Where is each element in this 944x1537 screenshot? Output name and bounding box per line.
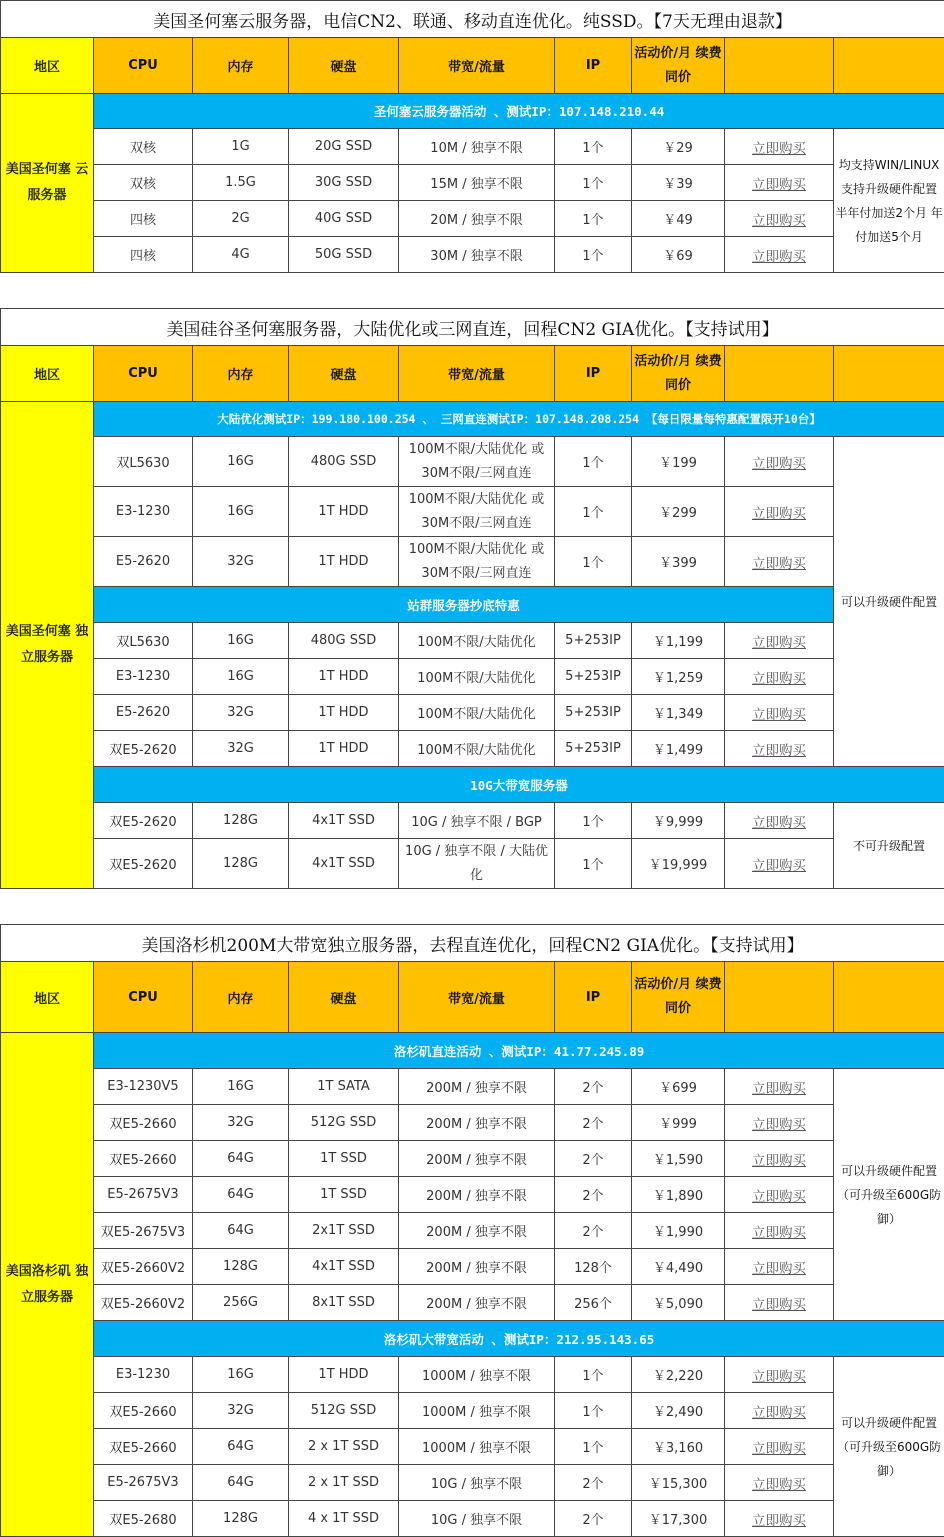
bandwidth-cell: 100M不限/大陆优化 — [399, 659, 555, 695]
ip-cell: 128个 — [555, 1249, 632, 1285]
buy-cell — [725, 731, 834, 767]
buy-now-link[interactable]: 立即购买 — [752, 814, 806, 831]
disk-cell: 4 x 1T SSD — [289, 1501, 399, 1537]
cpu-cell: 双E5-2660V2 — [94, 1249, 193, 1285]
note-cell: 可以升级硬件配置 （可升级至600G防御） — [834, 1069, 944, 1321]
bandwidth-cell: 200M / 独享不限 — [399, 1069, 555, 1105]
cpu-cell: E3-1230 — [94, 659, 193, 695]
buy-cell — [725, 1141, 834, 1177]
col-header-price: 活动价/月 续费同价 — [632, 962, 725, 1033]
cpu-cell: 双E5-2660 — [94, 1141, 193, 1177]
table-row — [1, 201, 944, 237]
bandwidth-cell: 1000M / 独享不限 — [399, 1393, 555, 1429]
price-cell: ￥17,300 — [632, 1501, 725, 1537]
buy-cell — [725, 1249, 834, 1285]
price-cell: ￥15,300 — [632, 1465, 725, 1501]
buy-now-link[interactable]: 立即购买 — [752, 1440, 806, 1457]
buy-now-link[interactable]: 立即购买 — [752, 634, 806, 651]
price-cell: ￥9,999 — [632, 803, 725, 839]
cpu-cell: E5-2620 — [94, 695, 193, 731]
disk-cell: 1T HDD — [289, 487, 399, 537]
table-row — [1, 1357, 944, 1393]
memory-cell: 128G — [193, 1249, 289, 1285]
price-cell: ￥1,890 — [632, 1177, 725, 1213]
cpu-cell: 双E5-2620 — [94, 839, 193, 889]
price-cell: ￥1,349 — [632, 695, 725, 731]
ip-cell: 2个 — [555, 1465, 632, 1501]
buy-now-link[interactable]: 立即购买 — [752, 505, 806, 522]
ip-cell: 2个 — [555, 1177, 632, 1213]
col-header-cpu: CPU — [94, 962, 193, 1033]
cpu-cell: 双L5630 — [94, 623, 193, 659]
disk-cell: 40G SSD — [289, 201, 399, 237]
ip-cell: 5+253IP — [555, 659, 632, 695]
buy-now-link[interactable]: 立即购买 — [752, 1152, 806, 1169]
memory-cell: 64G — [193, 1177, 289, 1213]
memory-cell: 16G — [193, 659, 289, 695]
bandwidth-cell: 100M不限/大陆优化 — [399, 695, 555, 731]
buy-now-link[interactable]: 立即购买 — [752, 857, 806, 874]
table-row — [1, 537, 944, 587]
buy-cell — [725, 1501, 834, 1537]
disk-cell: 480G SSD — [289, 437, 399, 487]
cpu-cell: 双E5-2680 — [94, 1501, 193, 1537]
disk-cell: 1T SSD — [289, 1141, 399, 1177]
ip-cell: 1个 — [555, 1357, 632, 1393]
buy-cell — [725, 537, 834, 587]
memory-cell: 32G — [193, 731, 289, 767]
disk-cell: 4x1T SSD — [289, 1249, 399, 1285]
memory-cell: 32G — [193, 1105, 289, 1141]
col-header-region: 地区 — [1, 38, 94, 94]
disk-cell: 1T HDD — [289, 537, 399, 587]
buy-now-link[interactable]: 立即购买 — [752, 212, 806, 229]
price-cell: ￥29 — [632, 129, 725, 165]
bandwidth-cell: 200M / 独享不限 — [399, 1249, 555, 1285]
buy-now-link[interactable]: 立即购买 — [752, 140, 806, 157]
table-row — [1, 129, 944, 165]
memory-cell: 1G — [193, 129, 289, 165]
table-row — [1, 659, 944, 695]
buy-now-link[interactable]: 立即购买 — [752, 1404, 806, 1421]
col-header-disk: 硬盘 — [289, 962, 399, 1033]
ip-cell: 2个 — [555, 1069, 632, 1105]
bandwidth-cell: 1000M / 独享不限 — [399, 1429, 555, 1465]
buy-now-link[interactable]: 立即购买 — [752, 1296, 806, 1313]
price-cell: ￥69 — [632, 237, 725, 273]
price-cell: ￥49 — [632, 201, 725, 237]
ip-cell: 1个 — [555, 165, 632, 201]
promo-band: 大陆优化测试IP：199.180.100.254 、 三网直连测试IP：107.148.208.254 【每日限量每特惠配置限开10台】 — [94, 402, 944, 437]
memory-cell: 16G — [193, 1357, 289, 1393]
table-row — [1, 165, 944, 201]
buy-cell — [725, 803, 834, 839]
disk-cell: 1T SATA — [289, 1069, 399, 1105]
ip-cell: 5+253IP — [555, 695, 632, 731]
disk-cell: 4x1T SSD — [289, 803, 399, 839]
table-row — [1, 1213, 944, 1249]
bandwidth-cell: 10G / 独享不限 — [399, 1465, 555, 1501]
price-cell: ￥1,259 — [632, 659, 725, 695]
buy-now-link[interactable]: 立即购买 — [752, 555, 806, 572]
bandwidth-cell: 200M / 独享不限 — [399, 1285, 555, 1321]
ip-cell: 2个 — [555, 1213, 632, 1249]
price-cell: ￥4,490 — [632, 1249, 725, 1285]
disk-cell: 512G SSD — [289, 1105, 399, 1141]
cpu-cell: E5-2620 — [94, 537, 193, 587]
ip-cell: 2个 — [555, 1105, 632, 1141]
col-header-region: 地区 — [1, 962, 94, 1033]
buy-now-link[interactable]: 立即购买 — [752, 1476, 806, 1493]
ip-cell: 1个 — [555, 129, 632, 165]
memory-cell: 128G — [193, 803, 289, 839]
bandwidth-cell: 100M不限/大陆优化 或 30M不限/三网直连 — [399, 437, 555, 487]
buy-cell — [725, 623, 834, 659]
ip-cell: 1个 — [555, 201, 632, 237]
buy-now-link[interactable]: 立即购买 — [752, 1260, 806, 1277]
price-cell: ￥1,199 — [632, 623, 725, 659]
bandwidth-cell: 200M / 独享不限 — [399, 1213, 555, 1249]
price-cell: ￥699 — [632, 1069, 725, 1105]
disk-cell: 50G SSD — [289, 237, 399, 273]
price-cell: ￥399 — [632, 537, 725, 587]
table-row — [1, 623, 944, 659]
memory-cell: 128G — [193, 1501, 289, 1537]
buy-cell — [725, 1357, 834, 1393]
price-cell: ￥1,590 — [632, 1141, 725, 1177]
memory-cell: 32G — [193, 1393, 289, 1429]
buy-now-link[interactable]: 立即购买 — [752, 455, 806, 472]
promo-band: 站群服务器抄底特惠 — [94, 587, 834, 623]
disk-cell: 2 x 1T SSD — [289, 1429, 399, 1465]
buy-cell — [725, 1105, 834, 1141]
cpu-cell: 双E5-2675V3 — [94, 1213, 193, 1249]
table-row — [1, 1393, 944, 1429]
ip-cell: 1个 — [555, 839, 632, 889]
col-header-action — [725, 962, 834, 1033]
price-cell: ￥39 — [632, 165, 725, 201]
cpu-cell: 双核 — [94, 129, 193, 165]
disk-cell: 512G SSD — [289, 1393, 399, 1429]
col-header-disk: 硬盘 — [289, 346, 399, 402]
cpu-cell: E5-2675V3 — [94, 1177, 193, 1213]
buy-cell — [725, 1393, 834, 1429]
price-cell: ￥19,999 — [632, 839, 725, 889]
bandwidth-cell: 100M不限/大陆优化 — [399, 731, 555, 767]
col-header-region: 地区 — [1, 346, 94, 402]
disk-cell: 1T SSD — [289, 1177, 399, 1213]
disk-cell: 1T HDD — [289, 659, 399, 695]
ip-cell: 2个 — [555, 1501, 632, 1537]
bandwidth-cell: 10M / 独享不限 — [399, 129, 555, 165]
memory-cell: 16G — [193, 623, 289, 659]
buy-now-link[interactable]: 立即购买 — [752, 1224, 806, 1241]
table-row — [1, 1249, 944, 1285]
bandwidth-cell: 100M不限/大陆优化 — [399, 623, 555, 659]
ip-cell: 1个 — [555, 237, 632, 273]
ip-cell: 256个 — [555, 1285, 632, 1321]
col-header-action — [725, 346, 834, 402]
memory-cell: 16G — [193, 1069, 289, 1105]
memory-cell: 64G — [193, 1429, 289, 1465]
table-row — [1, 731, 944, 767]
cpu-cell: 双E5-2620 — [94, 803, 193, 839]
buy-cell — [725, 165, 834, 201]
buy-now-link[interactable]: 立即购买 — [752, 706, 806, 723]
price-cell: ￥999 — [632, 1105, 725, 1141]
col-header-memory: 内存 — [193, 38, 289, 94]
buy-now-link[interactable]: 立即购买 — [752, 176, 806, 193]
col-header-action — [725, 38, 834, 94]
note-cell: 可以升级硬件配置 （可升级至600G防御） — [834, 1357, 944, 1537]
disk-cell: 4x1T SSD — [289, 839, 399, 889]
disk-cell: 1T HDD — [289, 731, 399, 767]
bandwidth-cell: 10G / 独享不限 / 大陆优化 — [399, 839, 555, 889]
bandwidth-cell: 200M / 独享不限 — [399, 1177, 555, 1213]
col-header-disk: 硬盘 — [289, 38, 399, 94]
table-row — [1, 803, 944, 839]
col-header-memory: 内存 — [193, 346, 289, 402]
memory-cell: 16G — [193, 487, 289, 537]
buy-cell — [725, 659, 834, 695]
col-header-note — [834, 962, 944, 1033]
bandwidth-cell: 200M / 独享不限 — [399, 1141, 555, 1177]
buy-now-link[interactable]: 立即购买 — [752, 1368, 806, 1385]
table-row — [1, 839, 944, 889]
cpu-cell: 双核 — [94, 165, 193, 201]
buy-now-link[interactable]: 立即购买 — [752, 1116, 806, 1133]
cpu-cell: 四核 — [94, 201, 193, 237]
bandwidth-cell: 15M / 独享不限 — [399, 165, 555, 201]
disk-cell: 30G SSD — [289, 165, 399, 201]
cpu-cell: 双E5-2660 — [94, 1393, 193, 1429]
price-cell: ￥5,090 — [632, 1285, 725, 1321]
note-cell: 不可升级配置 — [834, 803, 944, 889]
cpu-cell: 双E5-2660 — [94, 1429, 193, 1465]
bandwidth-cell: 10G / 独享不限 / BGP — [399, 803, 555, 839]
ip-cell: 5+253IP — [555, 623, 632, 659]
cpu-cell: 双L5630 — [94, 437, 193, 487]
col-header-bandwidth: 带宽/流量 — [399, 346, 555, 402]
section-title: 美国硅谷圣何塞服务器，大陆优化或三网直连，回程CN2 GIA优化。【支持试用】 — [1, 309, 944, 346]
col-header-memory: 内存 — [193, 962, 289, 1033]
ip-cell: 1个 — [555, 1393, 632, 1429]
col-header-cpu: CPU — [94, 346, 193, 402]
cpu-cell: E3-1230V5 — [94, 1069, 193, 1105]
col-header-ip: IP — [555, 962, 632, 1033]
table-row — [1, 437, 944, 487]
memory-cell: 1.5G — [193, 165, 289, 201]
bandwidth-cell: 10G / 独享不限 — [399, 1501, 555, 1537]
cpu-cell: E3-1230 — [94, 487, 193, 537]
table-row — [1, 695, 944, 731]
price-cell: ￥2,490 — [632, 1393, 725, 1429]
section-san-jose-dedicated — [0, 308, 944, 889]
buy-cell — [725, 1213, 834, 1249]
memory-cell: 32G — [193, 537, 289, 587]
col-header-note — [834, 346, 944, 402]
disk-cell: 20G SSD — [289, 129, 399, 165]
table-row — [1, 1069, 944, 1105]
buy-cell — [725, 237, 834, 273]
buy-cell — [725, 129, 834, 165]
price-cell: ￥1,990 — [632, 1213, 725, 1249]
col-header-price: 活动价/月 续费同价 — [632, 346, 725, 402]
price-cell: ￥2,220 — [632, 1357, 725, 1393]
buy-cell — [725, 201, 834, 237]
buy-now-link[interactable]: 立即购买 — [752, 1188, 806, 1205]
col-header-bandwidth: 带宽/流量 — [399, 38, 555, 94]
table-row — [1, 1141, 944, 1177]
disk-cell: 8x1T SSD — [289, 1285, 399, 1321]
memory-cell: 4G — [193, 237, 289, 273]
ip-cell: 2个 — [555, 1141, 632, 1177]
memory-cell: 64G — [193, 1141, 289, 1177]
buy-cell — [725, 437, 834, 487]
buy-now-link[interactable]: 立即购买 — [752, 670, 806, 687]
table-row — [1, 1177, 944, 1213]
region-label: 美国圣何塞 云服务器 — [1, 94, 94, 273]
memory-cell: 128G — [193, 839, 289, 889]
memory-cell: 64G — [193, 1465, 289, 1501]
promo-band: 圣何塞云服务器活动 、测试IP：107.148.210.44 — [94, 94, 944, 129]
table-row — [1, 1285, 944, 1321]
table-row — [1, 1465, 944, 1501]
buy-now-link[interactable]: 立即购买 — [752, 1512, 806, 1529]
bandwidth-cell: 1000M / 独享不限 — [399, 1357, 555, 1393]
buy-now-link[interactable]: 立即购买 — [752, 248, 806, 265]
ip-cell: 1个 — [555, 803, 632, 839]
disk-cell: 1T HDD — [289, 695, 399, 731]
col-header-note — [834, 38, 944, 94]
cpu-cell: E5-2675V3 — [94, 1465, 193, 1501]
col-header-ip: IP — [555, 38, 632, 94]
memory-cell: 256G — [193, 1285, 289, 1321]
col-header-ip: IP — [555, 346, 632, 402]
promo-band: 洛杉矶大带宽活动 、测试IP：212.95.143.65 — [94, 1321, 944, 1357]
ip-cell: 1个 — [555, 487, 632, 537]
buy-cell — [725, 1285, 834, 1321]
bandwidth-cell: 30M / 独享不限 — [399, 237, 555, 273]
note-cell: 均支持WIN/LINUX 支持升级硬件配置 半年付加送2个月 年付加送5个月 — [834, 129, 944, 273]
section-san-jose-cloud — [0, 0, 944, 273]
buy-cell — [725, 487, 834, 537]
memory-cell: 64G — [193, 1213, 289, 1249]
buy-cell — [725, 695, 834, 731]
ip-cell: 1个 — [555, 1429, 632, 1465]
table-row — [1, 487, 944, 537]
cpu-cell: 双E5-2660 — [94, 1105, 193, 1141]
price-cell: ￥299 — [632, 487, 725, 537]
region-label: 美国圣何塞 独立服务器 — [1, 402, 94, 889]
buy-now-link[interactable]: 立即购买 — [752, 1080, 806, 1097]
disk-cell: 480G SSD — [289, 623, 399, 659]
memory-cell: 2G — [193, 201, 289, 237]
disk-cell: 2 x 1T SSD — [289, 1465, 399, 1501]
disk-cell: 2x1T SSD — [289, 1213, 399, 1249]
buy-cell — [725, 839, 834, 889]
cpu-cell: 四核 — [94, 237, 193, 273]
section-title: 美国洛杉机200M大带宽独立服务器，去程直连优化，回程CN2 GIA优化。【支持试用】 — [1, 925, 944, 962]
bandwidth-cell: 200M / 独享不限 — [399, 1105, 555, 1141]
col-header-bandwidth: 带宽/流量 — [399, 962, 555, 1033]
ip-cell: 1个 — [555, 537, 632, 587]
memory-cell: 32G — [193, 695, 289, 731]
bandwidth-cell: 100M不限/大陆优化 或 30M不限/三网直连 — [399, 487, 555, 537]
price-cell: ￥1,499 — [632, 731, 725, 767]
promo-band: 10G大带宽服务器 — [94, 767, 944, 803]
disk-cell: 1T HDD — [289, 1357, 399, 1393]
region-label: 美国洛杉矶 独立服务器 — [1, 1033, 94, 1537]
buy-cell — [725, 1177, 834, 1213]
cpu-cell: 双E5-2620 — [94, 731, 193, 767]
table-row — [1, 1429, 944, 1465]
ip-cell: 5+253IP — [555, 731, 632, 767]
section-los-angeles-dedicated — [0, 924, 944, 1537]
bandwidth-cell: 100M不限/大陆优化 或 30M不限/三网直连 — [399, 537, 555, 587]
memory-cell: 16G — [193, 437, 289, 487]
table-row — [1, 1105, 944, 1141]
buy-cell — [725, 1465, 834, 1501]
price-cell: ￥3,160 — [632, 1429, 725, 1465]
table-row — [1, 1501, 944, 1537]
cpu-cell: 双E5-2660V2 — [94, 1285, 193, 1321]
table-row — [1, 237, 944, 273]
buy-cell — [725, 1429, 834, 1465]
col-header-price: 活动价/月 续费同价 — [632, 38, 725, 94]
buy-cell — [725, 1069, 834, 1105]
buy-now-link[interactable]: 立即购买 — [752, 742, 806, 759]
bandwidth-cell: 20M / 独享不限 — [399, 201, 555, 237]
col-header-cpu: CPU — [94, 38, 193, 94]
section-title: 美国圣何塞云服务器，电信CN2、联通、移动直连优化。纯SSD。【7天无理由退款】 — [1, 1, 944, 38]
ip-cell: 1个 — [555, 437, 632, 487]
note-cell: 可以升级硬件配置 — [834, 437, 944, 767]
price-cell: ￥199 — [632, 437, 725, 487]
promo-band: 洛杉矶直连活动 、测试IP：41.77.245.89 — [94, 1033, 944, 1069]
cpu-cell: E3-1230 — [94, 1357, 193, 1393]
